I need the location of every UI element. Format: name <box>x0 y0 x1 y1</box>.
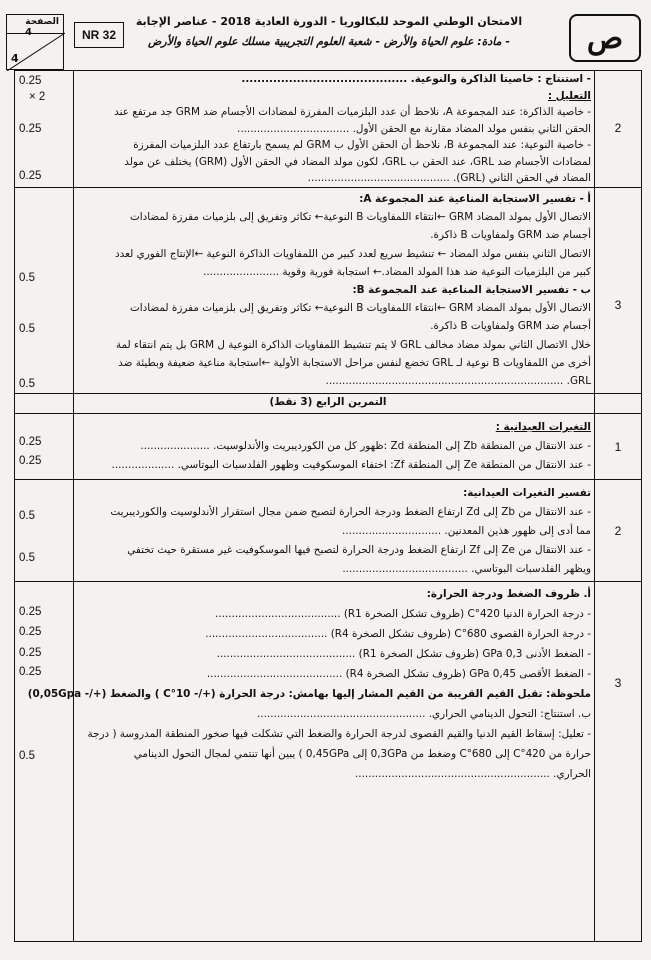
corner-mark-box <box>569 14 641 62</box>
text-line: أ. ظروف الضغط ودرجة الحرارة: <box>426 588 591 600</box>
text-line: المضاد في الحقن الثاني (GRL). ........................................... <box>307 172 591 184</box>
score: 0.5 <box>19 510 35 522</box>
table-row-ex3-q3 <box>15 187 641 393</box>
text-line: أ - تفسير الاستجابة المناعية عند المجموعة A: <box>359 193 591 205</box>
text-line: - عند الانتقال من المنطقة Zb إلى المنطقة Zd :ظهور كل من الكورديبريت والأندلوسيت. ..................... <box>140 440 591 452</box>
text-line: كبير من البلزميات النوعية ضد هذا المولد المضاد.← استجابة فورية وقوية ....................... <box>203 265 591 278</box>
exam-code: NR 32 <box>74 22 124 48</box>
header-title <box>99 12 559 52</box>
text-line: - استنتاج : خاصيتا الذاكرة والنوعية. .......................................... <box>241 73 591 85</box>
table-row-ex4-q1 <box>15 413 641 479</box>
row-content <box>77 418 591 475</box>
score-multiplier: × 2 <box>29 91 46 103</box>
text-line: لمضادات الأجسام ضد GRL، عند الحقن ب GRL، لكون مولد المضاد في الحقن الأول (GRM) يختلف عن مولد <box>124 155 591 168</box>
text-line: ويظهر الفلدسبات البوتاسي. ...................................... <box>342 563 591 575</box>
text-line: الحقن الثاني بنفس مولد المضاد مقارنة مع الحقن الأول. .................................. <box>237 122 591 135</box>
text-line: - خاصية الذاكرة: عند المجموعة A، نلاحظ أن عدد البلزميات المفرزة لمضادات الأجسام ضد GRM جد مرتفع عند <box>114 106 591 118</box>
text-line: - الضغط الأقصى 0,45 GPa (ظروف تشكل الصخرة R4) ......................................... <box>206 668 591 680</box>
text-line: الاتصال الأول بمولد المضاد GRM ←انتقاء اللمفاويات B النوعية← تكاثر وتفريق إلى بلزميات مفرزة لمضادات <box>129 302 591 315</box>
answer-table <box>14 70 642 942</box>
text-line: ب. استنتاج: التحول الدينامي الحراري. ................................................... <box>257 708 591 720</box>
score: 0.5 <box>19 272 35 284</box>
question-number: 3 <box>614 298 622 312</box>
question-number: 2 <box>614 121 622 135</box>
text-line: أجسام ضد GRM ولمفاويات B ذاكرة. <box>430 320 591 333</box>
score: 0.25 <box>19 606 42 618</box>
page-label: الصفحة <box>25 17 59 27</box>
text-line: - تعليل: إسقاط القيم الدنيا والقيم القصوى لدرجة الحرارة والضغط التي تشكلت فيها صخور المنطقة المدروسة ( درجة <box>87 728 591 740</box>
score: 0.25 <box>19 455 42 467</box>
text-line: أجسام ضد GRM ولمفاويات B ذاكرة. <box>430 229 591 242</box>
text-line: - عند الانتقال من المنطقة Ze إلى المنطقة Zf: اختفاء الموسكوفيت وظهور الفلدسبات البوتاسي. ................... <box>111 459 591 471</box>
table-row-ex3-q2 <box>15 71 641 187</box>
page-number-box <box>6 14 64 70</box>
score: 0.25 <box>19 626 42 638</box>
row-content <box>77 484 591 579</box>
exercise-title: التمرين الرابع (3 نقط) <box>269 396 387 408</box>
question-number: 1 <box>614 440 622 454</box>
text-line: - خاصية النوعية: عند المجموعة B، نلاحظ أن الحقن الأول ب GRM لم يسمح بارتفاع عدد البلزميات المفرزة <box>133 139 591 151</box>
row-content <box>77 190 591 390</box>
header-title-line-1: الامتحان الوطني الموحد للبكالوريا - الدورة العادية 2018 - عناصر الإجابة <box>135 15 523 28</box>
score: 0.5 <box>19 552 35 564</box>
text-line: - درجة الحرارة القصوى 680°C (ظروف تشكل الصخرة R4) ..................................... <box>205 628 591 640</box>
score: 0.25 <box>19 123 42 135</box>
score: 0.25 <box>19 170 42 182</box>
exercise-title-row <box>15 393 641 413</box>
score: 0.25 <box>19 647 42 659</box>
text-line: - الضغط الأدنى 0,3 GPa (ظروف تشكل الصخرة R1) .......................................... <box>216 648 591 660</box>
text-line: أخرى من اللمفاويات B نوعية لـ GRL تخضع لنفس مراحل الاستجابة الأولية ←استجابة مناعية ضعيفة وبطيئة ضد <box>118 356 591 369</box>
table-row-ex4-q2 <box>15 479 641 581</box>
score: 0.25 <box>19 75 42 87</box>
row-content <box>77 71 591 187</box>
text-line: حرارة من 420°C إلى 680°C وضغط من 0,3GPa إلى 0,45GPa ) يبين أنها تنتمي لمجال التحول الدينامي <box>133 748 591 760</box>
text-line: ب - تفسير الاستجابة المناعية عند المجموعة B: <box>352 284 591 297</box>
text-line: GRL. ........................................................................ <box>325 375 591 388</box>
text-line: تفسير التغيرات العيدانية: <box>463 487 591 499</box>
text-line: مما أدى إلى ظهور هذين المعدنين. .............................. <box>342 525 591 537</box>
question-number: 3 <box>614 676 622 690</box>
corner-mark: ص <box>586 20 624 56</box>
score: 0.5 <box>19 323 35 335</box>
page-number: 4 <box>25 27 32 38</box>
score: 0.5 <box>19 750 35 762</box>
page-total: 4 <box>11 52 19 65</box>
question-number: 2 <box>614 524 622 538</box>
text-line: - عند الانتقال من Ze إلى Zf ارتفاع الضغط ودرجة الحرارة لتصبح فيها الموسكوفيت غير مستقرة حيث تختفي <box>127 544 591 556</box>
score: 0.5 <box>19 378 35 390</box>
text-line: - درجة الحرارة الدنيا 420°C (ظروف تشكل الصخرة R1) ...................................... <box>215 608 591 620</box>
text-line: ملحوظة: تقبل القيم القريبة من القيم المشار إليها بهامش: درجة الحرارة (+/- 10°C ) والضغط (+/- 0,05Gpa) <box>27 688 591 700</box>
score: 0.25 <box>19 666 42 678</box>
score: 0.25 <box>19 436 42 448</box>
header-title-line-2: - مادة: علوم الحياة والأرض - شعبة العلوم التجريبية مسلك علوم الحياة والأرض <box>148 35 510 48</box>
text-line: التغيرات العيدانية : <box>495 421 591 433</box>
text-line: - عند الانتقال من Zb إلى Zd ارتفاع الضغط ودرجة الحرارة لتصبح ضمن مجال استقرار الأندلوسيت والكورديبريت <box>110 506 591 518</box>
text-line: الاتصال الثاني بنفس مولد المضاد ← تنشيط سريع لعدد كبير من اللمفاويات الذاكرة النوعية ←الإنتاج الفوري لعدد <box>115 247 591 260</box>
text-line: الحراري. ........................................................... <box>354 768 591 780</box>
text-line: الاتصال الأول بمولد المضاد GRM ←انتقاء اللمفاويات B النوعية← تكاثر وتفريق إلى بلزميات مفرزة لمضادات <box>129 211 591 224</box>
table-row-ex4-q3 <box>15 581 641 943</box>
text-line: التعليل : <box>547 89 591 102</box>
text-line: خلال الاتصال الثاني بمولد مضاد مخالف GRL لا يتم تنشيط اللمفاويات الذاكرة النوعية ل GRM بل يتم انتقاء لمة <box>115 338 591 351</box>
